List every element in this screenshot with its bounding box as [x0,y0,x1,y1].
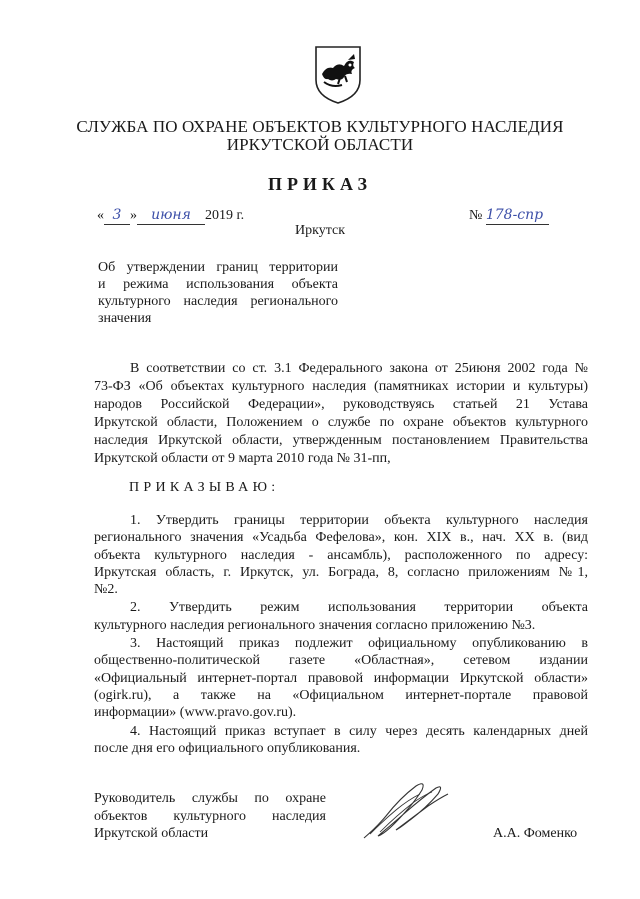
subject-line: культурного наследия регионального [98,294,338,309]
basis-line: 73-ФЗ «Об объектах культурного наследия (памятниках истории и культуры) [94,379,588,394]
irkutsk-region-coat-of-arms-icon [302,44,374,106]
order-items [94,512,588,757]
order-number-label: № [469,208,483,223]
agency-title [0,118,640,154]
item-line: после дня его официального опубликования. [94,740,361,756]
order-city: Иркутск [294,223,346,238]
date-open-quote: « [97,208,104,223]
order-subject [98,259,338,327]
order-item-1 [94,512,588,598]
item-line: «Официальный интернет-портал правовой информации Иркутской области» [94,670,588,686]
date-day: 3 [112,207,122,223]
basis-line: В соответствии со ст. 3.1 Федерального закона от 25июня 2002 года № [130,361,588,376]
handwritten-signature-icon [356,776,456,846]
legal-basis-paragraph [94,360,588,468]
order-item-2 [94,599,588,634]
order-item-3 [94,635,588,721]
item-line: 4. Настоящий приказ вступает в силу через десять календарных дней [130,723,588,739]
basis-line: народов Российской Федерации», руководствуясь статьей 21 Устава [94,397,588,412]
signer-position-line: Руководитель службы по охране [94,791,326,806]
document-type-heading: ПРИКАЗ [267,174,373,194]
item-line: информации» (www.pravo.gov.ru). [94,705,297,721]
basis-line: Иркутской области от 9 марта 2010 года № 31-пп, [94,451,391,466]
signer-position-line: Иркутской области [94,826,209,841]
subject-line: Об утверждении границ территории [98,260,338,275]
item-line: культурного наследия регионального значения согласно приложению №3. [94,617,536,633]
signer-position-line: объектов культурного наследия [94,808,326,824]
item-line: 1. Утвердить границы территории объекта культурного наследия [130,513,588,528]
item-line: №2. [94,582,118,598]
order-item-4 [94,723,588,758]
signer-position [94,790,326,843]
order-number-value: 178-спр [485,207,544,223]
subject-line: значения [98,311,152,326]
item-line: регионального значения «Усадьба Фефелова», кон. XIX в., нач. XX в. (вид [94,530,588,546]
agency-title-line-1: СЛУЖБА ПО ОХРАНЕ ОБЪЕКТОВ КУЛЬТУРНОГО НАСЛЕДИЯ [76,117,564,136]
item-line: Иркутская область, г. Иркутск, ул. Бограда, 8, согласно приложениям №1, [94,564,588,580]
subject-line: и режима использования объекта [98,277,338,292]
item-line: (ogirk.ru), а также на «Официальном интернет-портале правовой [94,687,588,703]
order-word: ПРИКАЗЫВАЮ: [129,480,280,495]
item-line: 3. Настоящий приказ подлежит официальному опубликованию в [130,636,588,652]
item-line: 2. Утвердить режим использования территории объекта [130,600,588,616]
signer-name: А.А. Фоменко [493,826,578,841]
basis-line: Иркутской области, Положением о службе по охране объектов культурного [94,415,588,430]
item-line: общественно-политической газете «Областная», сетевом издании [94,653,588,669]
basis-line: наследия Иркутской области, утвержденным постановлением Правительства [94,433,588,448]
date-month: июня [151,207,191,223]
agency-title-line-2: ИРКУТСКОЙ ОБЛАСТИ [226,135,414,154]
date-year: 2019 г. [205,208,245,223]
item-line: объекта культурного наследия - ансамбль), расположенного по адресу: [94,547,588,563]
date-close-quote: » [130,208,137,223]
